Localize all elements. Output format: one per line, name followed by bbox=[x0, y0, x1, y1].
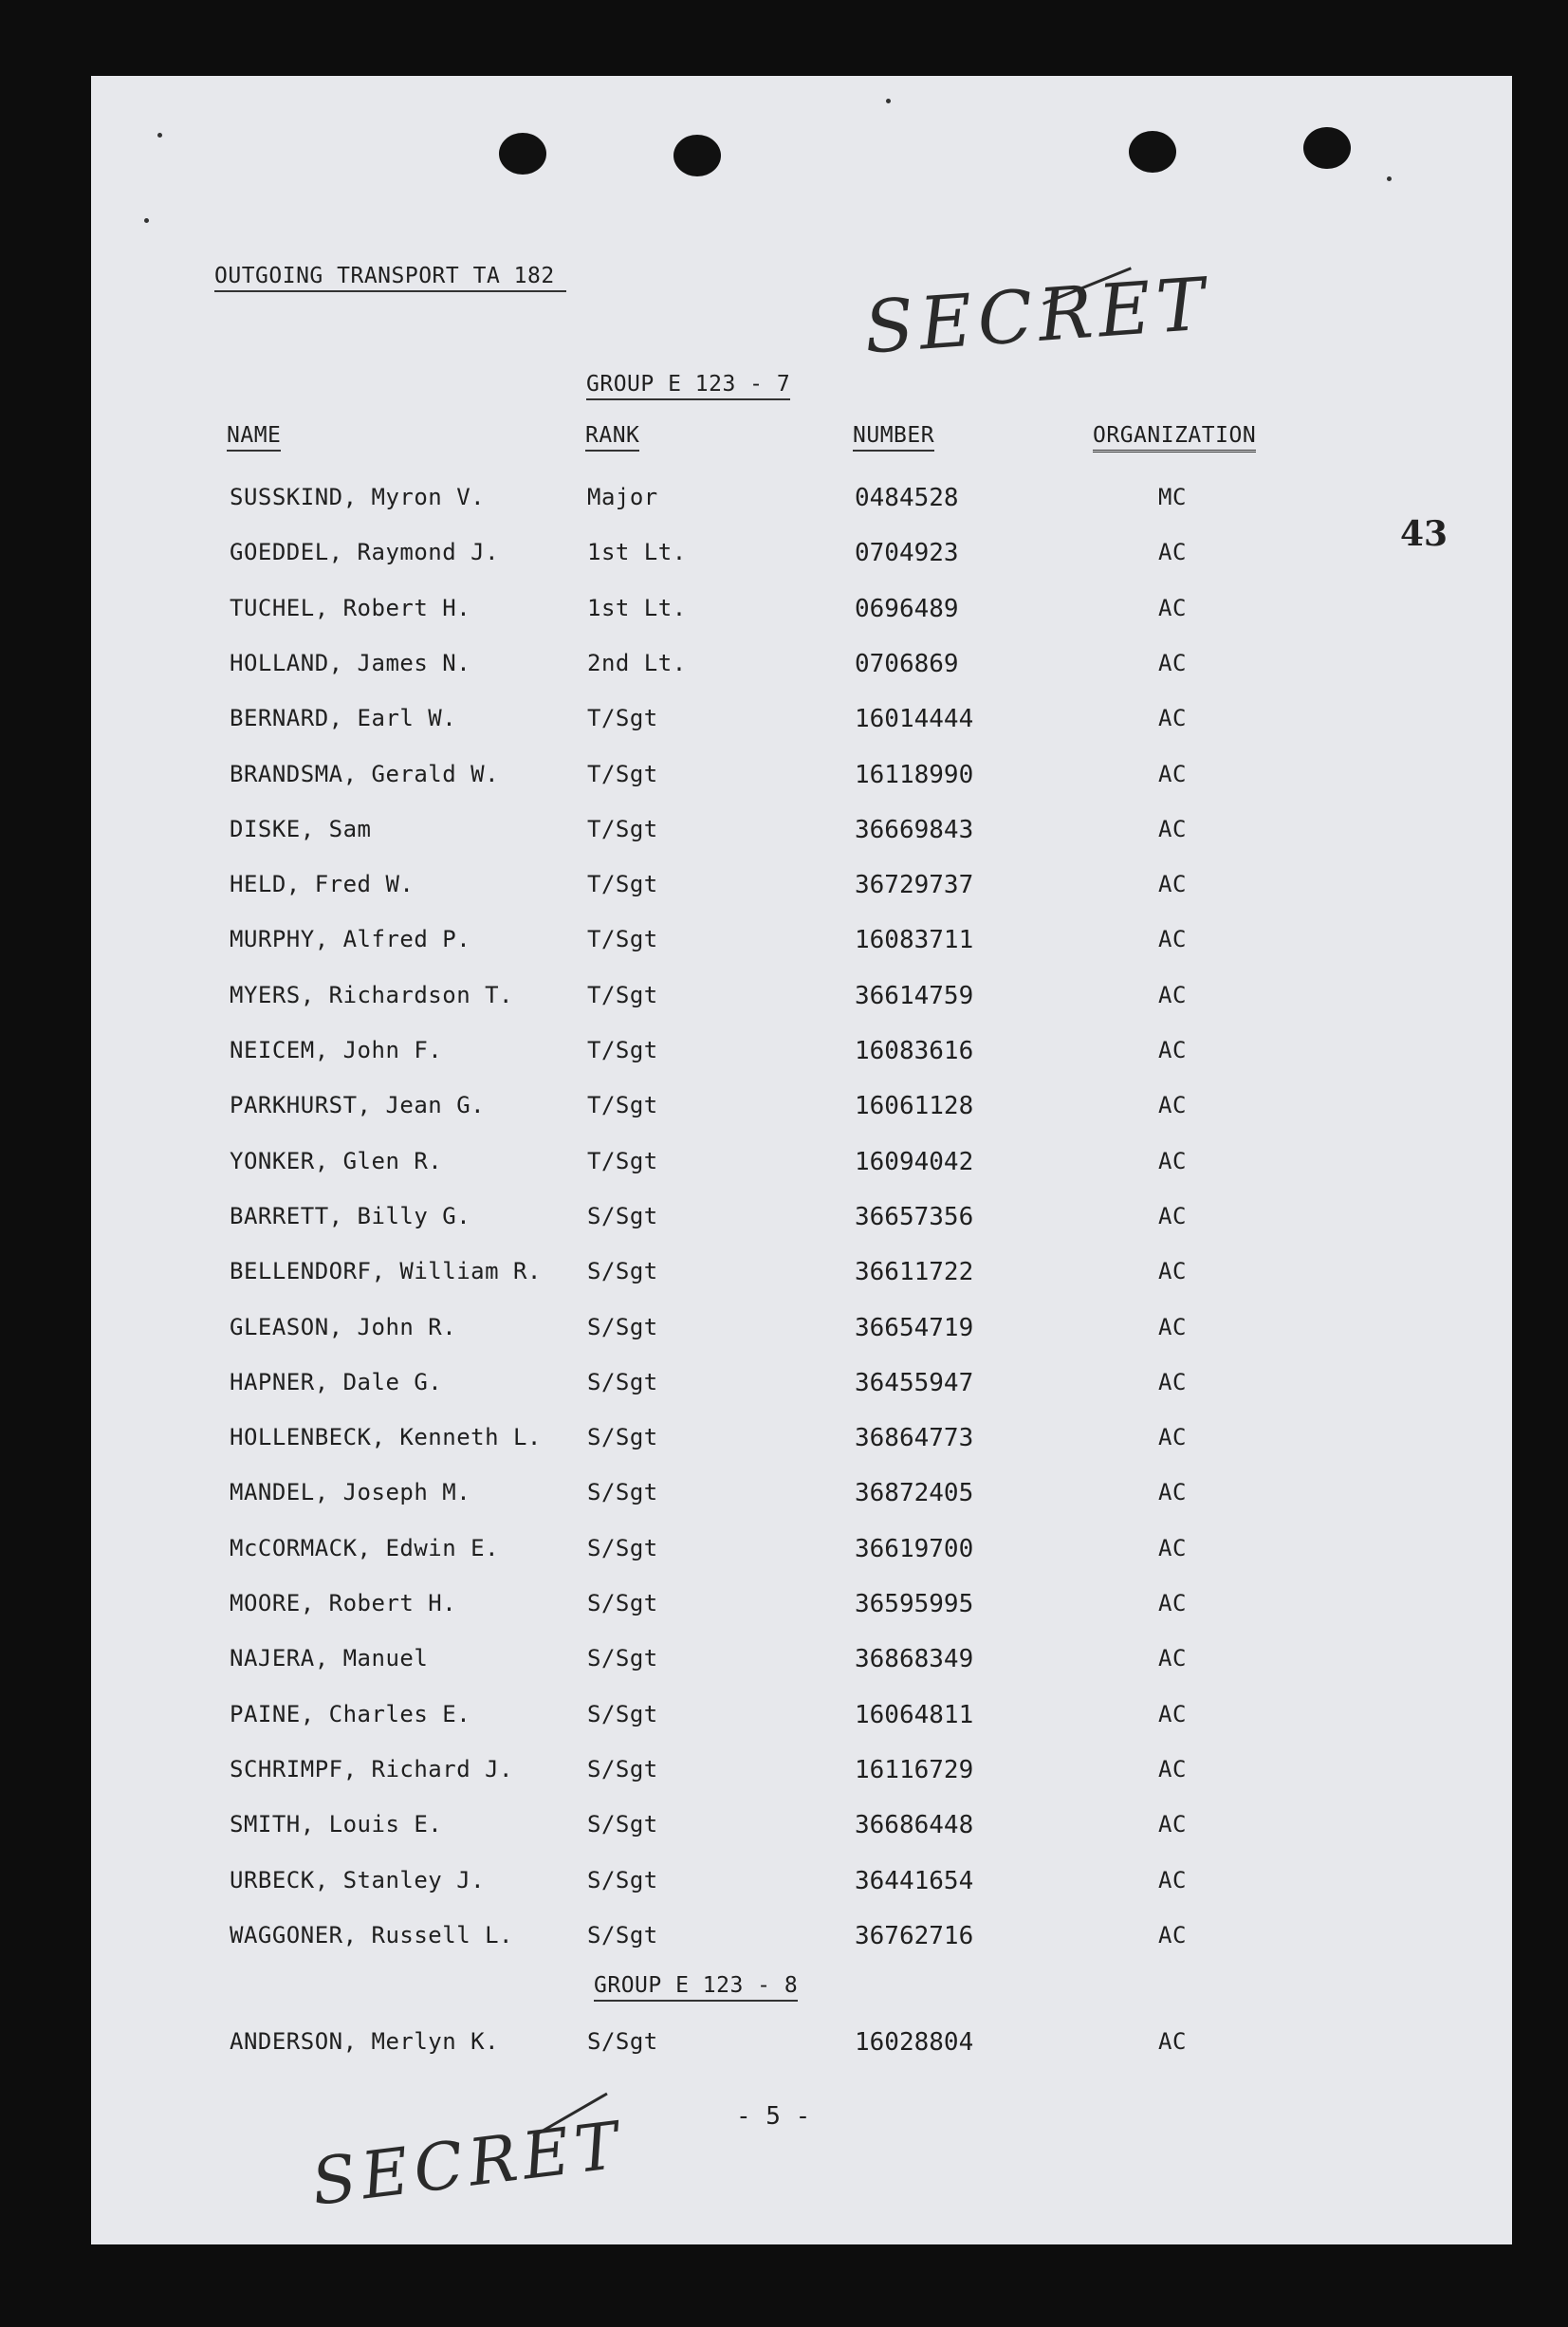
organization-cell: AC bbox=[1158, 1202, 1187, 1229]
organization-cell: AC bbox=[1158, 1479, 1187, 1506]
organization-cell: AC bbox=[1158, 760, 1187, 787]
document-title: OUTGOING TRANSPORT TA 182 bbox=[214, 264, 566, 292]
table-row bbox=[91, 1701, 1512, 1739]
rank-cell: S/Sgt bbox=[587, 1700, 658, 1727]
table-row bbox=[91, 1037, 1512, 1075]
name-cell: SCHRIMPF, Richard J. bbox=[230, 1755, 513, 1782]
organization-cell: AC bbox=[1158, 539, 1187, 566]
table-row bbox=[91, 871, 1512, 909]
table-row bbox=[91, 1424, 1512, 1462]
rank-cell: S/Sgt bbox=[587, 1921, 658, 1948]
rank-cell: S/Sgt bbox=[587, 2028, 658, 2055]
punch-hole-1 bbox=[499, 133, 546, 175]
paper-speck bbox=[157, 133, 162, 138]
page-stamp-number: 43 bbox=[1400, 514, 1448, 554]
rank-cell: T/Sgt bbox=[587, 815, 658, 842]
name-cell: PAINE, Charles E. bbox=[230, 1700, 471, 1727]
rank-cell: S/Sgt bbox=[587, 1202, 658, 1229]
rank-cell: S/Sgt bbox=[587, 1258, 658, 1285]
table-row bbox=[91, 1314, 1512, 1352]
name-cell: TUCHEL, Robert H. bbox=[230, 594, 471, 621]
group-heading: GROUP E 123 - 7 bbox=[586, 372, 790, 400]
name-cell: MOORE, Robert H. bbox=[230, 1590, 457, 1616]
punch-hole-2 bbox=[673, 135, 721, 176]
organization-cell: AC bbox=[1158, 1590, 1187, 1616]
column-header-name: NAME bbox=[227, 423, 281, 452]
table-row bbox=[91, 926, 1512, 964]
table-row bbox=[91, 595, 1512, 633]
rank-cell: Major bbox=[587, 484, 658, 510]
table-row bbox=[91, 1092, 1512, 1130]
rank-cell: S/Sgt bbox=[587, 1534, 658, 1561]
name-cell: NEICEM, John F. bbox=[230, 1037, 443, 1063]
service-number-cell: 36595995 bbox=[855, 1590, 974, 1618]
rank-cell: S/Sgt bbox=[587, 1590, 658, 1616]
rank-cell: T/Sgt bbox=[587, 981, 658, 1008]
rank-cell: T/Sgt bbox=[587, 705, 658, 732]
page-number: - 5 - bbox=[736, 2102, 811, 2131]
rank-cell: 1st Lt. bbox=[587, 539, 687, 566]
table-row bbox=[91, 1811, 1512, 1849]
table-row bbox=[91, 1645, 1512, 1683]
document-page bbox=[91, 76, 1512, 2244]
service-number-cell: 36864773 bbox=[855, 1424, 974, 1453]
name-cell: HOLLAND, James N. bbox=[230, 649, 471, 676]
rank-cell: T/Sgt bbox=[587, 1092, 658, 1119]
name-cell: BRANDSMA, Gerald W. bbox=[230, 760, 500, 787]
organization-cell: AC bbox=[1158, 1866, 1187, 1893]
organization-cell: AC bbox=[1158, 871, 1187, 898]
table-row bbox=[91, 484, 1512, 522]
service-number-cell: 36654719 bbox=[855, 1313, 974, 1342]
table-row bbox=[91, 982, 1512, 1020]
rank-cell: S/Sgt bbox=[587, 1645, 658, 1672]
table-row bbox=[91, 2028, 1512, 2066]
service-number-cell: 36611722 bbox=[855, 1258, 974, 1287]
organization-cell: AC bbox=[1158, 2028, 1187, 2055]
service-number-cell: 16116729 bbox=[855, 1755, 974, 1784]
name-cell: HOLLENBECK, Kenneth L. bbox=[230, 1424, 542, 1451]
name-cell: BARRETT, Billy G. bbox=[230, 1202, 471, 1229]
organization-cell: AC bbox=[1158, 1258, 1187, 1285]
table-row bbox=[91, 1756, 1512, 1794]
service-number-cell: 36441654 bbox=[855, 1866, 974, 1895]
name-cell: BELLENDORF, William R. bbox=[230, 1258, 542, 1285]
organization-cell: AC bbox=[1158, 815, 1187, 842]
rank-cell: S/Sgt bbox=[587, 1479, 658, 1506]
organization-cell: AC bbox=[1158, 1313, 1187, 1340]
rank-cell: T/Sgt bbox=[587, 1147, 658, 1174]
service-number-cell: 36872405 bbox=[855, 1479, 974, 1508]
table-row bbox=[91, 1258, 1512, 1296]
service-number-cell: 36686448 bbox=[855, 1811, 974, 1840]
table-row bbox=[91, 1203, 1512, 1241]
service-number-cell: 36762716 bbox=[855, 1921, 974, 1950]
name-cell: NAJERA, Manuel bbox=[230, 1645, 429, 1672]
table-row bbox=[91, 705, 1512, 743]
service-number-cell: 16064811 bbox=[855, 1700, 974, 1729]
organization-cell: AC bbox=[1158, 705, 1187, 732]
rank-cell: T/Sgt bbox=[587, 871, 658, 898]
punch-hole-4 bbox=[1303, 127, 1351, 169]
service-number-cell: 16118990 bbox=[855, 760, 974, 789]
name-cell: SMITH, Louis E. bbox=[230, 1811, 443, 1838]
organization-cell: AC bbox=[1158, 1368, 1187, 1395]
column-header-rank: RANK bbox=[585, 423, 639, 452]
service-number-cell: 36657356 bbox=[855, 1202, 974, 1231]
table-row bbox=[91, 1590, 1512, 1628]
name-cell: HAPNER, Dale G. bbox=[230, 1368, 443, 1395]
service-number-cell: 16014444 bbox=[855, 705, 974, 734]
paper-speck bbox=[1387, 176, 1392, 181]
name-cell: MYERS, Richardson T. bbox=[230, 981, 513, 1008]
service-number-cell: 16061128 bbox=[855, 1092, 974, 1121]
name-cell: HELD, Fred W. bbox=[230, 871, 415, 898]
service-number-cell: 16083616 bbox=[855, 1037, 974, 1065]
service-number-cell: 36614759 bbox=[855, 981, 974, 1010]
rank-cell: T/Sgt bbox=[587, 760, 658, 787]
organization-cell: AC bbox=[1158, 594, 1187, 621]
service-number-cell: 36868349 bbox=[855, 1645, 974, 1674]
name-cell: MURPHY, Alfred P. bbox=[230, 926, 471, 953]
name-cell: DISKE, Sam bbox=[230, 815, 372, 842]
rank-cell: S/Sgt bbox=[587, 1755, 658, 1782]
rank-cell: S/Sgt bbox=[587, 1811, 658, 1838]
service-number-cell: 16094042 bbox=[855, 1147, 974, 1176]
punch-hole-3 bbox=[1129, 131, 1176, 173]
name-cell: ANDERSON, Merlyn K. bbox=[230, 2028, 500, 2055]
column-header-organization: ORGANIZATION bbox=[1093, 423, 1256, 452]
table-row bbox=[91, 1922, 1512, 1960]
rank-cell: S/Sgt bbox=[587, 1424, 658, 1451]
name-cell: SUSSKIND, Myron V. bbox=[230, 484, 486, 510]
organization-cell: AC bbox=[1158, 649, 1187, 676]
group-heading: GROUP E 123 - 8 bbox=[594, 1973, 798, 2002]
table-row bbox=[91, 650, 1512, 688]
name-cell: PARKHURST, Jean G. bbox=[230, 1092, 486, 1119]
service-number-cell: 0704923 bbox=[855, 539, 959, 568]
service-number-cell: 36729737 bbox=[855, 871, 974, 900]
name-cell: GOEDDEL, Raymond J. bbox=[230, 539, 500, 566]
service-number-cell: 0484528 bbox=[855, 484, 959, 512]
rank-cell: S/Sgt bbox=[587, 1866, 658, 1893]
service-number-cell: 36669843 bbox=[855, 815, 974, 844]
organization-cell: AC bbox=[1158, 1921, 1187, 1948]
secret-handwritten-mark-top: SECRET bbox=[861, 261, 1213, 370]
paper-speck bbox=[886, 99, 891, 103]
name-cell: BERNARD, Earl W. bbox=[230, 705, 457, 732]
organization-cell: AC bbox=[1158, 1700, 1187, 1727]
organization-cell: AC bbox=[1158, 1755, 1187, 1782]
rank-cell: 2nd Lt. bbox=[587, 649, 687, 676]
organization-cell: AC bbox=[1158, 1811, 1187, 1838]
table-row bbox=[91, 1369, 1512, 1407]
organization-cell: AC bbox=[1158, 1147, 1187, 1174]
table-row bbox=[91, 1867, 1512, 1905]
service-number-cell: 16083711 bbox=[855, 926, 974, 955]
secret-handwritten-mark-bottom: SECRET bbox=[307, 2108, 629, 2221]
organization-cell: MC bbox=[1158, 484, 1187, 510]
name-cell: WAGGONER, Russell L. bbox=[230, 1921, 513, 1948]
table-row bbox=[91, 1535, 1512, 1573]
organization-cell: AC bbox=[1158, 1534, 1187, 1561]
table-row bbox=[91, 1479, 1512, 1517]
column-header-number: NUMBER bbox=[853, 423, 934, 452]
service-number-cell: 36455947 bbox=[855, 1368, 974, 1397]
name-cell: MANDEL, Joseph M. bbox=[230, 1479, 471, 1506]
service-number-cell: 36619700 bbox=[855, 1534, 974, 1563]
organization-cell: AC bbox=[1158, 981, 1187, 1008]
paper-speck bbox=[144, 218, 149, 223]
rank-cell: 1st Lt. bbox=[587, 594, 687, 621]
organization-cell: AC bbox=[1158, 1424, 1187, 1451]
table-row bbox=[91, 761, 1512, 799]
name-cell: GLEASON, John R. bbox=[230, 1313, 457, 1340]
name-cell: McCORMACK, Edwin E. bbox=[230, 1534, 500, 1561]
service-number-cell: 16028804 bbox=[855, 2028, 974, 2057]
table-row bbox=[91, 816, 1512, 854]
name-cell: URBECK, Stanley J. bbox=[230, 1866, 486, 1893]
table-row bbox=[91, 539, 1512, 577]
organization-cell: AC bbox=[1158, 926, 1187, 953]
organization-cell: AC bbox=[1158, 1645, 1187, 1672]
service-number-cell: 0696489 bbox=[855, 594, 959, 623]
organization-cell: AC bbox=[1158, 1037, 1187, 1063]
rank-cell: S/Sgt bbox=[587, 1313, 658, 1340]
rank-cell: T/Sgt bbox=[587, 926, 658, 953]
service-number-cell: 0706869 bbox=[855, 649, 959, 678]
rank-cell: S/Sgt bbox=[587, 1368, 658, 1395]
table-row bbox=[91, 1148, 1512, 1186]
rank-cell: T/Sgt bbox=[587, 1037, 658, 1063]
organization-cell: AC bbox=[1158, 1092, 1187, 1119]
name-cell: YONKER, Glen R. bbox=[230, 1147, 443, 1174]
